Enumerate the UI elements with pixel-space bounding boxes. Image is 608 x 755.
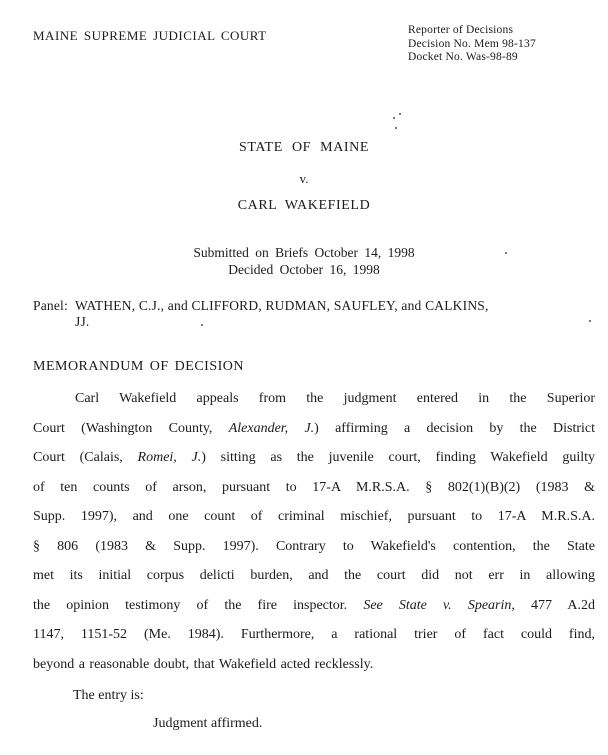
scan-speckle bbox=[393, 117, 395, 119]
scan-speckle bbox=[505, 252, 507, 254]
text-run: Court (Washington County, bbox=[33, 420, 229, 436]
opinion-paragraph bbox=[33, 384, 595, 679]
text-run: Supp. 1997), and one count of criminal mischief, pursuant to 17-A M.R.S.A. bbox=[33, 509, 595, 524]
dates-block bbox=[0, 244, 608, 278]
text-run: of ten counts of arson, pursuant to 17-A M.R.S.A. § 802(1)(B)(2) (1983 & bbox=[33, 479, 595, 495]
text-run: ) affirming a decision by the District bbox=[314, 420, 596, 436]
paragraph-line bbox=[33, 620, 595, 650]
caption-versus: v. bbox=[299, 171, 309, 186]
scan-speckle bbox=[589, 320, 591, 322]
decided-date: Decided October 16, 1998 bbox=[228, 262, 380, 277]
panel-members-line1: WATHEN, C.J., and CLIFFORD, RUDMAN, SAUFLEY, and CALKINS, bbox=[75, 298, 489, 313]
memorandum-heading: MEMORANDUM OF DECISION bbox=[33, 359, 245, 374]
caption-party-state: STATE OF MAINE bbox=[238, 140, 370, 155]
paragraph-line bbox=[33, 414, 595, 444]
reporter-of-decisions-block bbox=[408, 24, 536, 65]
italic-judge-name: Romei, J. bbox=[137, 450, 202, 465]
panel-members-line2: JJ. bbox=[75, 314, 90, 329]
submitted-date: Submitted on Briefs October 14, 1998 bbox=[193, 245, 415, 260]
scan-speckle bbox=[399, 113, 401, 115]
text-run: the opinion testimony of the fire inspector. bbox=[33, 597, 364, 613]
paragraph-line bbox=[33, 473, 595, 503]
scan-speckle bbox=[201, 324, 203, 326]
paragraph-line bbox=[33, 384, 595, 414]
italic-judge-name: Alexander, J. bbox=[228, 420, 315, 436]
paragraph-line bbox=[33, 443, 595, 473]
panel-block bbox=[33, 298, 489, 330]
text-run: 1147, 1151-52 (Me. 1984). Furthermore, a rational trier of fact could find, bbox=[33, 627, 595, 642]
docket-number: Docket No. Was-98-89 bbox=[408, 51, 518, 63]
italic-case-citation: See State v. Spearin, bbox=[363, 597, 515, 613]
reporter-line: Reporter of Decisions bbox=[408, 24, 514, 36]
panel-label: Panel: bbox=[33, 298, 68, 313]
panel-members bbox=[75, 298, 489, 330]
paragraph-line bbox=[33, 561, 595, 591]
paragraph-line bbox=[33, 502, 595, 532]
text-run: 477 A.2d bbox=[514, 597, 595, 613]
paragraph-line bbox=[33, 532, 595, 562]
text-run: met its initial corpus delicti burden, and the court did not err in allowing bbox=[33, 568, 595, 583]
decision-number: Decision No. Mem 98-137 bbox=[408, 37, 536, 50]
text-run: § 806 (1983 & Supp. 1997). Contrary to Wakefield's contention, the State bbox=[33, 538, 595, 554]
text-run: Carl Wakefield appeals from the judgment entered in the Superior bbox=[75, 391, 595, 406]
text-run: beyond a reasonable doubt, that Wakefield acted recklessly. bbox=[33, 656, 374, 672]
text-run: ) sitting as the juvenile court, finding Wakefield guilty bbox=[201, 450, 595, 465]
entry-intro: The entry is: bbox=[73, 688, 144, 703]
text-run: Court (Calais, bbox=[33, 450, 138, 465]
caption-party-defendant: CARL WAKEFIELD bbox=[237, 198, 371, 213]
paragraph-line bbox=[33, 591, 595, 621]
scan-speckle bbox=[395, 127, 397, 129]
paragraph-line bbox=[33, 650, 595, 680]
court-name-heading: MAINE SUPREME JUDICIAL COURT bbox=[33, 28, 267, 43]
entry-disposition: Judgment affirmed. bbox=[153, 716, 263, 731]
